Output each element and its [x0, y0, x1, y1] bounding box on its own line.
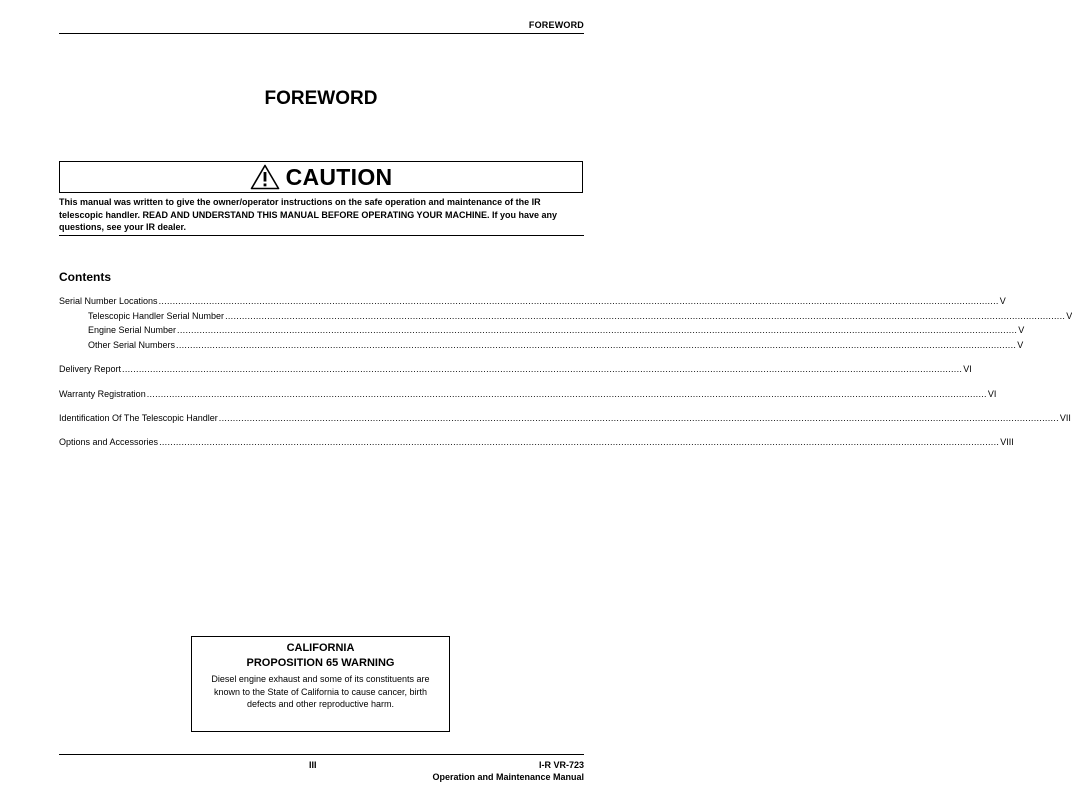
toc-label: Serial Number Locations	[59, 296, 158, 306]
toc-page: VI	[963, 364, 972, 374]
footer-rule	[59, 754, 584, 755]
toc-label: Delivery Report	[59, 364, 122, 374]
footer-model: I-R VR-723	[538, 760, 584, 770]
toc-entry-options-and-accessories[interactable]	[59, 437, 1014, 447]
header-rule	[59, 33, 584, 34]
toc-label: Other Serial Numbers	[88, 340, 176, 350]
toc-leader: ............................................................................................................................................................................................................................................................................................................	[146, 389, 987, 399]
page-title: FOREWORD	[264, 88, 378, 109]
contents-heading: Contents	[59, 270, 111, 284]
footer-manual-title: Operation and Maintenance Manual	[432, 772, 584, 782]
warning-title-line1: CALIFORNIA	[286, 642, 355, 654]
toc-label: Telescopic Handler Serial Number	[88, 311, 225, 321]
toc-label: Warranty Registration	[59, 389, 146, 399]
toc-entry-warranty-registration[interactable]	[59, 389, 997, 399]
toc-leader: ............................................................................................................................................................................................................................................................................................................	[225, 311, 1066, 321]
caution-label: CAUTION	[285, 163, 393, 190]
toc-entry-serial-number-locations[interactable]	[59, 296, 1006, 306]
toc-leader: ............................................................................................................................................................................................................................................................................................................	[218, 413, 1059, 423]
toc-label: Engine Serial Number	[88, 325, 177, 335]
toc-page: V	[1066, 311, 1072, 321]
toc-entry-other-serial-numbers[interactable]	[88, 340, 1024, 350]
toc-page: V	[1017, 340, 1024, 350]
caution-rule	[59, 235, 584, 236]
toc-page: VII	[1059, 413, 1071, 423]
toc-leader: ............................................................................................................................................................................................................................................................................................................	[177, 325, 1018, 335]
toc-entry-telescopic-handler-serial-number[interactable]	[88, 311, 1072, 321]
toc-label: Identification Of The Telescopic Handler	[59, 413, 218, 423]
warning-title-line2: PROPOSITION 65 WARNING	[246, 657, 395, 669]
toc-leader: ............................................................................................................................................................................................................................................................................................................	[158, 296, 999, 306]
toc-entry-engine-serial-number[interactable]	[88, 325, 1025, 335]
warning-body: Diesel engine exhaust and some of its constituents are known to the State of California to cause cancer, birth defects and other reproductive harm.	[211, 674, 430, 709]
toc-leader: ............................................................................................................................................................................................................................................................................................................	[176, 340, 1017, 350]
toc-entry-delivery-report[interactable]	[59, 364, 972, 374]
toc-leader: ............................................................................................................................................................................................................................................................................................................	[159, 437, 1000, 447]
toc-label: Options and Accessories	[59, 437, 159, 447]
caution-banner	[59, 161, 583, 193]
page-number: III	[309, 760, 317, 770]
toc-entry-identification[interactable]	[59, 413, 1071, 423]
california-prop65-warning	[191, 636, 450, 732]
toc-page: V	[1018, 325, 1025, 335]
toc-page: VIII	[1000, 437, 1014, 447]
running-header: FOREWORD	[528, 20, 584, 30]
toc-leader: ............................................................................................................................................................................................................................................................................................................	[122, 364, 963, 374]
toc-page: V	[999, 296, 1006, 306]
warning-triangle-icon	[250, 164, 280, 190]
toc-page: VI	[987, 389, 997, 399]
caution-text: This manual was written to give the owner/operator instructions on the safe operation and maintenance of the IR telescopic handler. READ AND UNDERSTAND THIS MANUAL BEFORE OPERATING YOUR MACHINE. If you have any questions, see your IR dealer.	[59, 197, 558, 232]
